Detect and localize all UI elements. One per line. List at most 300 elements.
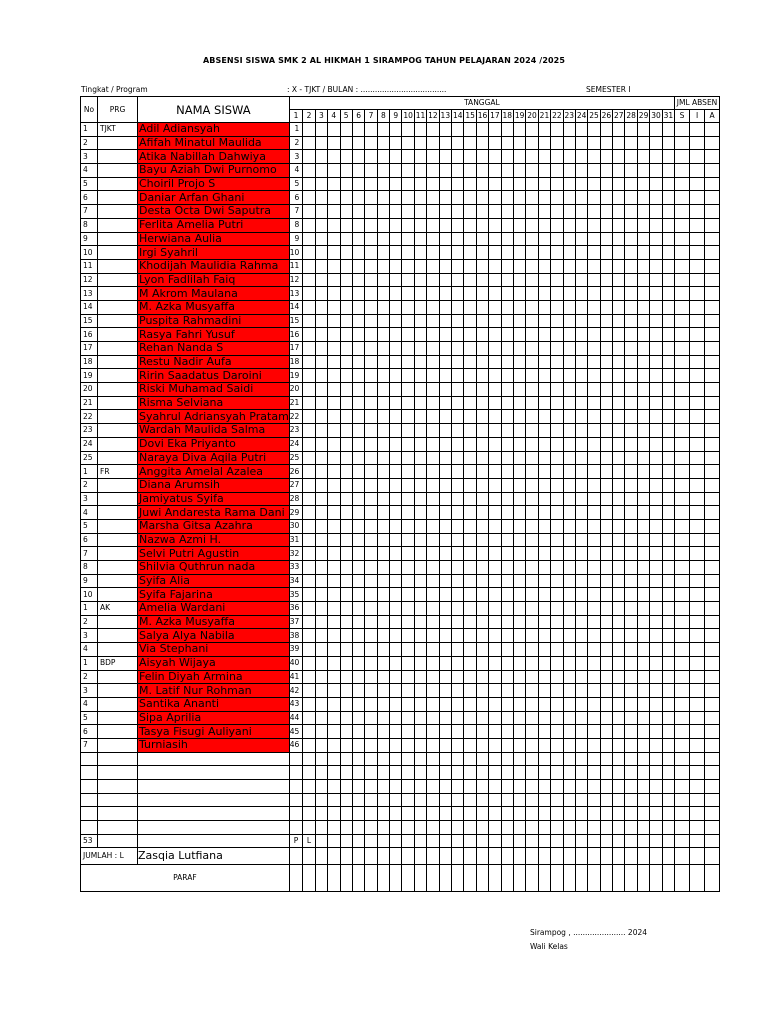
attendance-cell[interactable] bbox=[352, 738, 364, 752]
attendance-cell[interactable] bbox=[575, 164, 587, 178]
attendance-cell[interactable] bbox=[340, 314, 352, 328]
attendance-cell[interactable] bbox=[452, 177, 464, 191]
attendance-cell[interactable] bbox=[402, 273, 414, 287]
blank-cell[interactable] bbox=[513, 780, 525, 794]
blank-cell[interactable] bbox=[289, 766, 303, 780]
attendance-cell[interactable] bbox=[675, 643, 690, 657]
attendance-cell[interactable] bbox=[625, 643, 637, 657]
attendance-cell[interactable] bbox=[340, 547, 352, 561]
blank-cell[interactable] bbox=[513, 807, 525, 821]
attendance-cell[interactable] bbox=[600, 177, 612, 191]
attendance-cell[interactable] bbox=[328, 465, 340, 479]
attendance-cell[interactable] bbox=[365, 232, 377, 246]
blank-cell[interactable] bbox=[439, 780, 451, 794]
attendance-cell[interactable] bbox=[588, 232, 600, 246]
attendance-cell[interactable] bbox=[464, 218, 476, 232]
attendance-cell[interactable] bbox=[588, 273, 600, 287]
attendance-cell[interactable] bbox=[476, 177, 488, 191]
blank-cell[interactable] bbox=[625, 766, 637, 780]
attendance-cell[interactable] bbox=[538, 670, 550, 684]
blank-cell[interactable] bbox=[650, 780, 662, 794]
attendance-cell[interactable] bbox=[600, 410, 612, 424]
attendance-cell[interactable] bbox=[303, 383, 315, 397]
blank-cell[interactable] bbox=[464, 848, 476, 865]
attendance-cell[interactable] bbox=[464, 136, 476, 150]
blank-cell[interactable] bbox=[600, 807, 612, 821]
attendance-cell[interactable] bbox=[402, 533, 414, 547]
attendance-cell[interactable] bbox=[501, 643, 513, 657]
attendance-cell[interactable] bbox=[340, 492, 352, 506]
attendance-cell[interactable] bbox=[650, 697, 662, 711]
blank-cell[interactable] bbox=[575, 848, 587, 865]
attendance-cell[interactable] bbox=[377, 506, 389, 520]
attendance-cell[interactable] bbox=[637, 670, 649, 684]
attendance-cell[interactable] bbox=[588, 410, 600, 424]
blank-cell[interactable] bbox=[315, 848, 327, 865]
attendance-cell[interactable] bbox=[675, 519, 690, 533]
attendance-cell[interactable] bbox=[427, 684, 439, 698]
paraf-cell[interactable] bbox=[289, 865, 303, 892]
attendance-cell[interactable] bbox=[402, 205, 414, 219]
attendance-cell[interactable] bbox=[613, 711, 625, 725]
attendance-cell[interactable] bbox=[402, 355, 414, 369]
attendance-cell[interactable] bbox=[563, 273, 575, 287]
attendance-cell[interactable] bbox=[315, 725, 327, 739]
attendance-cell[interactable] bbox=[501, 300, 513, 314]
blank-cell[interactable] bbox=[625, 793, 637, 807]
attendance-cell[interactable] bbox=[439, 410, 451, 424]
attendance-cell[interactable] bbox=[637, 369, 649, 383]
attendance-cell[interactable] bbox=[613, 519, 625, 533]
attendance-cell[interactable] bbox=[563, 465, 575, 479]
attendance-cell[interactable] bbox=[637, 218, 649, 232]
attendance-cell[interactable] bbox=[365, 150, 377, 164]
attendance-cell[interactable] bbox=[513, 519, 525, 533]
attendance-cell[interactable] bbox=[439, 670, 451, 684]
attendance-cell[interactable] bbox=[575, 506, 587, 520]
attendance-cell[interactable] bbox=[705, 602, 720, 616]
attendance-cell[interactable] bbox=[675, 684, 690, 698]
attendance-cell[interactable] bbox=[625, 725, 637, 739]
blank-cell[interactable] bbox=[675, 766, 690, 780]
attendance-cell[interactable] bbox=[365, 136, 377, 150]
attendance-cell[interactable] bbox=[551, 629, 563, 643]
attendance-cell[interactable] bbox=[538, 656, 550, 670]
attendance-cell[interactable] bbox=[377, 300, 389, 314]
attendance-cell[interactable] bbox=[464, 615, 476, 629]
attendance-cell[interactable] bbox=[439, 287, 451, 301]
attendance-cell[interactable] bbox=[675, 218, 690, 232]
attendance-cell[interactable] bbox=[476, 615, 488, 629]
attendance-cell[interactable] bbox=[705, 547, 720, 561]
attendance-cell[interactable] bbox=[690, 519, 705, 533]
attendance-cell[interactable] bbox=[452, 519, 464, 533]
attendance-cell[interactable] bbox=[464, 697, 476, 711]
attendance-cell[interactable] bbox=[439, 711, 451, 725]
attendance-cell[interactable] bbox=[600, 547, 612, 561]
attendance-cell[interactable] bbox=[690, 369, 705, 383]
attendance-cell[interactable] bbox=[538, 684, 550, 698]
attendance-cell[interactable] bbox=[662, 328, 674, 342]
attendance-cell[interactable] bbox=[501, 383, 513, 397]
attendance-cell[interactable] bbox=[551, 492, 563, 506]
blank-cell[interactable] bbox=[377, 807, 389, 821]
blank-cell[interactable] bbox=[563, 766, 575, 780]
attendance-cell[interactable] bbox=[538, 465, 550, 479]
blank-cell[interactable] bbox=[328, 793, 340, 807]
attendance-cell[interactable] bbox=[489, 396, 501, 410]
attendance-cell[interactable] bbox=[352, 506, 364, 520]
attendance-cell[interactable] bbox=[328, 424, 340, 438]
attendance-cell[interactable] bbox=[662, 547, 674, 561]
attendance-cell[interactable] bbox=[637, 519, 649, 533]
attendance-cell[interactable] bbox=[600, 561, 612, 575]
attendance-cell[interactable] bbox=[501, 218, 513, 232]
attendance-cell[interactable] bbox=[538, 424, 550, 438]
attendance-cell[interactable] bbox=[625, 711, 637, 725]
paraf-cell[interactable] bbox=[303, 865, 315, 892]
attendance-cell[interactable] bbox=[501, 670, 513, 684]
blank-cell[interactable] bbox=[489, 834, 501, 848]
attendance-cell[interactable] bbox=[563, 561, 575, 575]
attendance-cell[interactable] bbox=[452, 574, 464, 588]
blank-cell[interactable] bbox=[328, 834, 340, 848]
attendance-cell[interactable] bbox=[365, 656, 377, 670]
attendance-cell[interactable] bbox=[340, 383, 352, 397]
attendance-cell[interactable] bbox=[340, 232, 352, 246]
blank-cell[interactable] bbox=[303, 807, 315, 821]
attendance-cell[interactable] bbox=[489, 656, 501, 670]
attendance-cell[interactable] bbox=[377, 410, 389, 424]
attendance-cell[interactable] bbox=[352, 232, 364, 246]
blank-cell[interactable] bbox=[600, 834, 612, 848]
attendance-cell[interactable] bbox=[513, 670, 525, 684]
attendance-cell[interactable] bbox=[501, 150, 513, 164]
attendance-cell[interactable] bbox=[476, 191, 488, 205]
attendance-cell[interactable] bbox=[575, 246, 587, 260]
attendance-cell[interactable] bbox=[501, 191, 513, 205]
blank-cell[interactable] bbox=[427, 766, 439, 780]
attendance-cell[interactable] bbox=[600, 300, 612, 314]
attendance-cell[interactable] bbox=[526, 437, 538, 451]
attendance-cell[interactable] bbox=[377, 615, 389, 629]
attendance-cell[interactable] bbox=[650, 561, 662, 575]
paraf-cell[interactable] bbox=[340, 865, 352, 892]
attendance-cell[interactable] bbox=[625, 259, 637, 273]
blank-cell[interactable] bbox=[690, 752, 705, 766]
blank-cell[interactable] bbox=[340, 766, 352, 780]
attendance-cell[interactable] bbox=[377, 150, 389, 164]
attendance-cell[interactable] bbox=[464, 396, 476, 410]
blank-cell[interactable] bbox=[551, 821, 563, 835]
attendance-cell[interactable] bbox=[427, 355, 439, 369]
blank-cell[interactable] bbox=[138, 766, 290, 780]
blank-cell[interactable] bbox=[340, 821, 352, 835]
attendance-cell[interactable] bbox=[352, 328, 364, 342]
attendance-cell[interactable] bbox=[390, 478, 402, 492]
attendance-cell[interactable] bbox=[476, 328, 488, 342]
attendance-cell[interactable] bbox=[439, 561, 451, 575]
attendance-cell[interactable] bbox=[625, 205, 637, 219]
attendance-cell[interactable] bbox=[328, 437, 340, 451]
attendance-cell[interactable] bbox=[526, 383, 538, 397]
attendance-cell[interactable] bbox=[675, 383, 690, 397]
attendance-cell[interactable] bbox=[328, 697, 340, 711]
attendance-cell[interactable] bbox=[575, 287, 587, 301]
blank-cell[interactable] bbox=[303, 821, 315, 835]
attendance-cell[interactable] bbox=[328, 369, 340, 383]
attendance-cell[interactable] bbox=[613, 738, 625, 752]
attendance-cell[interactable] bbox=[439, 615, 451, 629]
attendance-cell[interactable] bbox=[402, 670, 414, 684]
attendance-cell[interactable] bbox=[705, 533, 720, 547]
blank-cell[interactable] bbox=[98, 780, 138, 794]
attendance-cell[interactable] bbox=[690, 300, 705, 314]
attendance-cell[interactable] bbox=[315, 492, 327, 506]
attendance-cell[interactable] bbox=[650, 369, 662, 383]
attendance-cell[interactable] bbox=[340, 396, 352, 410]
attendance-cell[interactable] bbox=[452, 123, 464, 137]
attendance-cell[interactable] bbox=[575, 273, 587, 287]
attendance-cell[interactable] bbox=[690, 478, 705, 492]
attendance-cell[interactable] bbox=[600, 506, 612, 520]
attendance-cell[interactable] bbox=[551, 561, 563, 575]
attendance-cell[interactable] bbox=[427, 602, 439, 616]
attendance-cell[interactable] bbox=[563, 684, 575, 698]
attendance-cell[interactable] bbox=[575, 232, 587, 246]
attendance-cell[interactable] bbox=[328, 519, 340, 533]
attendance-cell[interactable] bbox=[452, 670, 464, 684]
attendance-cell[interactable] bbox=[303, 177, 315, 191]
attendance-cell[interactable] bbox=[303, 725, 315, 739]
attendance-cell[interactable] bbox=[352, 492, 364, 506]
attendance-cell[interactable] bbox=[489, 684, 501, 698]
attendance-cell[interactable] bbox=[489, 150, 501, 164]
attendance-cell[interactable] bbox=[526, 738, 538, 752]
attendance-cell[interactable] bbox=[662, 342, 674, 356]
attendance-cell[interactable] bbox=[513, 246, 525, 260]
attendance-cell[interactable] bbox=[452, 259, 464, 273]
attendance-cell[interactable] bbox=[650, 328, 662, 342]
blank-cell[interactable] bbox=[476, 766, 488, 780]
attendance-cell[interactable] bbox=[588, 656, 600, 670]
blank-cell[interactable] bbox=[328, 821, 340, 835]
attendance-cell[interactable] bbox=[390, 300, 402, 314]
attendance-cell[interactable] bbox=[501, 205, 513, 219]
attendance-cell[interactable] bbox=[414, 342, 426, 356]
attendance-cell[interactable] bbox=[513, 547, 525, 561]
attendance-cell[interactable] bbox=[439, 465, 451, 479]
attendance-cell[interactable] bbox=[662, 191, 674, 205]
attendance-cell[interactable] bbox=[427, 519, 439, 533]
blank-cell[interactable] bbox=[464, 834, 476, 848]
attendance-cell[interactable] bbox=[402, 369, 414, 383]
blank-cell[interactable] bbox=[464, 780, 476, 794]
blank-cell[interactable] bbox=[390, 807, 402, 821]
blank-cell[interactable] bbox=[303, 752, 315, 766]
attendance-cell[interactable] bbox=[526, 259, 538, 273]
attendance-cell[interactable] bbox=[538, 410, 550, 424]
blank-cell[interactable] bbox=[662, 780, 674, 794]
attendance-cell[interactable] bbox=[377, 684, 389, 698]
attendance-cell[interactable] bbox=[563, 164, 575, 178]
attendance-cell[interactable] bbox=[489, 383, 501, 397]
attendance-cell[interactable] bbox=[538, 246, 550, 260]
attendance-cell[interactable] bbox=[476, 410, 488, 424]
attendance-cell[interactable] bbox=[613, 725, 625, 739]
attendance-cell[interactable] bbox=[427, 164, 439, 178]
attendance-cell[interactable] bbox=[439, 574, 451, 588]
attendance-cell[interactable] bbox=[340, 300, 352, 314]
attendance-cell[interactable] bbox=[650, 574, 662, 588]
attendance-cell[interactable] bbox=[315, 574, 327, 588]
blank-cell[interactable] bbox=[377, 752, 389, 766]
blank-cell[interactable] bbox=[315, 766, 327, 780]
attendance-cell[interactable] bbox=[625, 602, 637, 616]
attendance-cell[interactable] bbox=[365, 615, 377, 629]
attendance-cell[interactable] bbox=[464, 725, 476, 739]
blank-cell[interactable] bbox=[675, 821, 690, 835]
attendance-cell[interactable] bbox=[613, 697, 625, 711]
attendance-cell[interactable] bbox=[414, 697, 426, 711]
attendance-cell[interactable] bbox=[675, 287, 690, 301]
attendance-cell[interactable] bbox=[501, 273, 513, 287]
attendance-cell[interactable] bbox=[427, 643, 439, 657]
attendance-cell[interactable] bbox=[575, 218, 587, 232]
attendance-cell[interactable] bbox=[501, 506, 513, 520]
attendance-cell[interactable] bbox=[650, 492, 662, 506]
blank-cell[interactable] bbox=[501, 807, 513, 821]
attendance-cell[interactable] bbox=[501, 533, 513, 547]
blank-cell[interactable] bbox=[340, 807, 352, 821]
attendance-cell[interactable] bbox=[414, 574, 426, 588]
attendance-cell[interactable] bbox=[489, 287, 501, 301]
attendance-cell[interactable] bbox=[538, 136, 550, 150]
blank-cell[interactable] bbox=[675, 848, 690, 865]
attendance-cell[interactable] bbox=[705, 123, 720, 137]
attendance-cell[interactable] bbox=[303, 547, 315, 561]
attendance-cell[interactable] bbox=[650, 150, 662, 164]
attendance-cell[interactable] bbox=[513, 273, 525, 287]
attendance-cell[interactable] bbox=[402, 725, 414, 739]
blank-cell[interactable] bbox=[390, 793, 402, 807]
attendance-cell[interactable] bbox=[452, 684, 464, 698]
attendance-cell[interactable] bbox=[538, 738, 550, 752]
attendance-cell[interactable] bbox=[365, 177, 377, 191]
attendance-cell[interactable] bbox=[476, 218, 488, 232]
attendance-cell[interactable] bbox=[489, 314, 501, 328]
attendance-cell[interactable] bbox=[575, 177, 587, 191]
attendance-cell[interactable] bbox=[513, 314, 525, 328]
attendance-cell[interactable] bbox=[662, 643, 674, 657]
attendance-cell[interactable] bbox=[613, 205, 625, 219]
attendance-cell[interactable] bbox=[600, 588, 612, 602]
attendance-cell[interactable] bbox=[489, 738, 501, 752]
blank-cell[interactable] bbox=[289, 780, 303, 794]
attendance-cell[interactable] bbox=[464, 355, 476, 369]
attendance-cell[interactable] bbox=[402, 656, 414, 670]
attendance-cell[interactable] bbox=[690, 383, 705, 397]
attendance-cell[interactable] bbox=[662, 684, 674, 698]
blank-cell[interactable] bbox=[705, 821, 720, 835]
attendance-cell[interactable] bbox=[662, 725, 674, 739]
attendance-cell[interactable] bbox=[625, 684, 637, 698]
paraf-cell[interactable] bbox=[328, 865, 340, 892]
attendance-cell[interactable] bbox=[489, 205, 501, 219]
blank-cell[interactable] bbox=[563, 834, 575, 848]
attendance-cell[interactable] bbox=[662, 492, 674, 506]
attendance-cell[interactable] bbox=[563, 615, 575, 629]
attendance-cell[interactable] bbox=[538, 643, 550, 657]
attendance-cell[interactable] bbox=[439, 342, 451, 356]
attendance-cell[interactable] bbox=[439, 684, 451, 698]
blank-cell[interactable] bbox=[464, 766, 476, 780]
attendance-cell[interactable] bbox=[600, 643, 612, 657]
attendance-cell[interactable] bbox=[439, 246, 451, 260]
attendance-cell[interactable] bbox=[575, 342, 587, 356]
attendance-cell[interactable] bbox=[526, 328, 538, 342]
attendance-cell[interactable] bbox=[464, 369, 476, 383]
attendance-cell[interactable] bbox=[588, 492, 600, 506]
attendance-cell[interactable] bbox=[390, 355, 402, 369]
attendance-cell[interactable] bbox=[513, 451, 525, 465]
attendance-cell[interactable] bbox=[588, 424, 600, 438]
attendance-cell[interactable] bbox=[452, 410, 464, 424]
attendance-cell[interactable] bbox=[315, 369, 327, 383]
attendance-cell[interactable] bbox=[390, 437, 402, 451]
attendance-cell[interactable] bbox=[613, 547, 625, 561]
attendance-cell[interactable] bbox=[439, 588, 451, 602]
attendance-cell[interactable] bbox=[452, 533, 464, 547]
attendance-cell[interactable] bbox=[600, 465, 612, 479]
attendance-cell[interactable] bbox=[489, 273, 501, 287]
attendance-cell[interactable] bbox=[340, 738, 352, 752]
attendance-cell[interactable] bbox=[427, 424, 439, 438]
attendance-cell[interactable] bbox=[588, 643, 600, 657]
attendance-cell[interactable] bbox=[402, 218, 414, 232]
attendance-cell[interactable] bbox=[501, 232, 513, 246]
attendance-cell[interactable] bbox=[414, 205, 426, 219]
blank-cell[interactable] bbox=[637, 766, 649, 780]
blank-cell[interactable] bbox=[352, 780, 364, 794]
attendance-cell[interactable] bbox=[538, 369, 550, 383]
attendance-cell[interactable] bbox=[575, 725, 587, 739]
attendance-cell[interactable] bbox=[690, 547, 705, 561]
attendance-cell[interactable] bbox=[414, 519, 426, 533]
blank-cell[interactable] bbox=[575, 766, 587, 780]
attendance-cell[interactable] bbox=[637, 287, 649, 301]
attendance-cell[interactable] bbox=[439, 232, 451, 246]
attendance-cell[interactable] bbox=[501, 561, 513, 575]
blank-cell[interactable] bbox=[513, 848, 525, 865]
attendance-cell[interactable] bbox=[588, 177, 600, 191]
blank-cell[interactable] bbox=[625, 848, 637, 865]
attendance-cell[interactable] bbox=[690, 602, 705, 616]
attendance-cell[interactable] bbox=[690, 342, 705, 356]
attendance-cell[interactable] bbox=[489, 328, 501, 342]
attendance-cell[interactable] bbox=[625, 492, 637, 506]
attendance-cell[interactable] bbox=[662, 383, 674, 397]
attendance-cell[interactable] bbox=[690, 506, 705, 520]
attendance-cell[interactable] bbox=[377, 205, 389, 219]
attendance-cell[interactable] bbox=[551, 177, 563, 191]
attendance-cell[interactable] bbox=[303, 396, 315, 410]
paraf-cell[interactable] bbox=[650, 865, 662, 892]
attendance-cell[interactable] bbox=[402, 478, 414, 492]
attendance-cell[interactable] bbox=[625, 273, 637, 287]
attendance-cell[interactable] bbox=[489, 246, 501, 260]
attendance-cell[interactable] bbox=[414, 656, 426, 670]
